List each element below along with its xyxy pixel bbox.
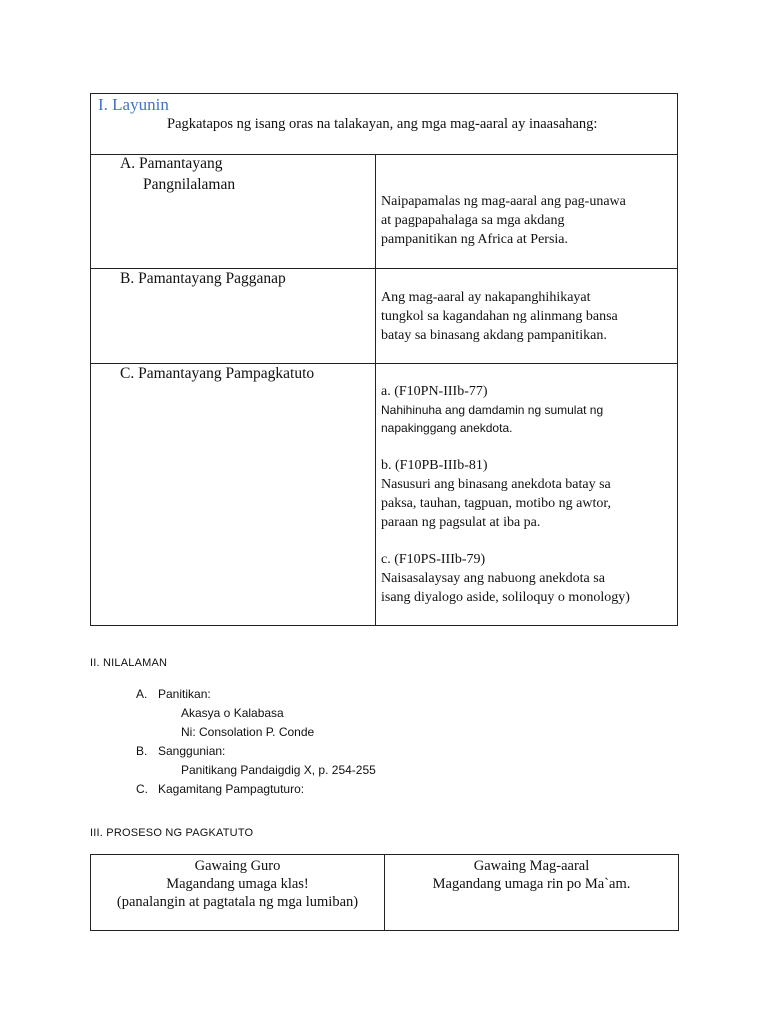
section-proseso-title: III. PROSESO NG PAGKATUTO	[90, 827, 254, 839]
competency-c	[381, 550, 630, 607]
student-column	[385, 857, 678, 893]
section-nilalaman-title: II. NILALAMAN	[90, 657, 168, 669]
teacher-line2: (panalangin at pagtatala ng mga lumiban)	[116, 894, 359, 910]
content-a-text: Panitikan:	[158, 687, 211, 701]
content-a-label: A.	[136, 687, 148, 701]
content-b-label: B.	[136, 744, 148, 758]
objectives-heading: I. Layunin	[98, 95, 169, 114]
content-a-sub2: Ni: Consolation P. Conde	[181, 725, 315, 739]
row-a-label-line1: A. Pamantayang	[120, 155, 223, 172]
text-line: paraan ng pagsulat at iba pa.	[381, 515, 541, 530]
competency-b	[381, 456, 611, 532]
competency-a-code: a. (F10PN-IIIb-77)	[381, 384, 488, 399]
objectives-intro: Pagkatapos ng isang oras na talakayan, ang mga mag-aaral ay inaasahang:	[167, 116, 598, 132]
text-line: Ang mag-aaral ay nakapanghihikayat	[381, 290, 591, 305]
text-line: batay sa binasang akdang pampanitikan.	[381, 328, 607, 343]
student-line1: Magandang umaga rin po Ma`am.	[432, 876, 631, 892]
content-c-text: Kagamitang Pampagtuturo:	[158, 782, 305, 796]
text-line: pampanitikan ng Africa at Persia.	[381, 232, 568, 247]
row-c-label: C. Pamantayang Pampagkatuto	[120, 365, 315, 382]
teacher-header: Gawaing Guro	[194, 858, 281, 874]
content-b-text: Sanggunian:	[158, 744, 226, 758]
text-line: Nasusuri ang binasang anekdota batay sa	[381, 477, 611, 492]
text-line: tungkol sa kagandahan ng alinmang bansa	[381, 309, 618, 324]
row-b-label: B. Pamantayang Pagganap	[120, 270, 286, 287]
teacher-line1: Magandang umaga klas!	[166, 876, 309, 892]
competency-b-code: b. (F10PB-IIIb-81)	[381, 458, 488, 473]
row-b-text	[381, 288, 618, 345]
content-c-label: C.	[136, 782, 148, 796]
teacher-column	[91, 857, 384, 911]
row-a-label-line2: Pangnilalaman	[143, 176, 236, 193]
objectives-table	[90, 93, 678, 626]
competency-c-code: c. (F10PS-IIIb-79)	[381, 552, 486, 567]
student-header: Gawaing Mag-aaral	[473, 858, 590, 874]
content-a-sub1: Akasya o Kalabasa	[181, 706, 284, 720]
text-line: at pagpapahalaga sa mga akdang	[381, 213, 565, 228]
text-line: paksa, tauhan, tagpuan, motibo ng awtor,	[381, 496, 611, 511]
competency-a	[381, 382, 603, 437]
row-divider	[91, 363, 677, 364]
column-divider	[375, 154, 376, 625]
text-line: napakinggang anekdota.	[381, 421, 513, 435]
row-divider	[91, 268, 677, 269]
text-line: Nahihinuha ang damdamin ng sumulat ng	[381, 403, 604, 417]
content-b-sub1: Panitikang Pandaigdig X, p. 254-255	[181, 763, 376, 777]
process-table	[90, 854, 679, 931]
row-a-text	[381, 192, 626, 249]
text-line: Naisasalaysay ang nabuong anekdota sa	[381, 571, 605, 586]
text-line: Naipapamalas ng mag-aaral ang pag-unawa	[381, 194, 626, 209]
text-line: isang diyalogo aside, soliloquy o monology)	[381, 590, 630, 605]
